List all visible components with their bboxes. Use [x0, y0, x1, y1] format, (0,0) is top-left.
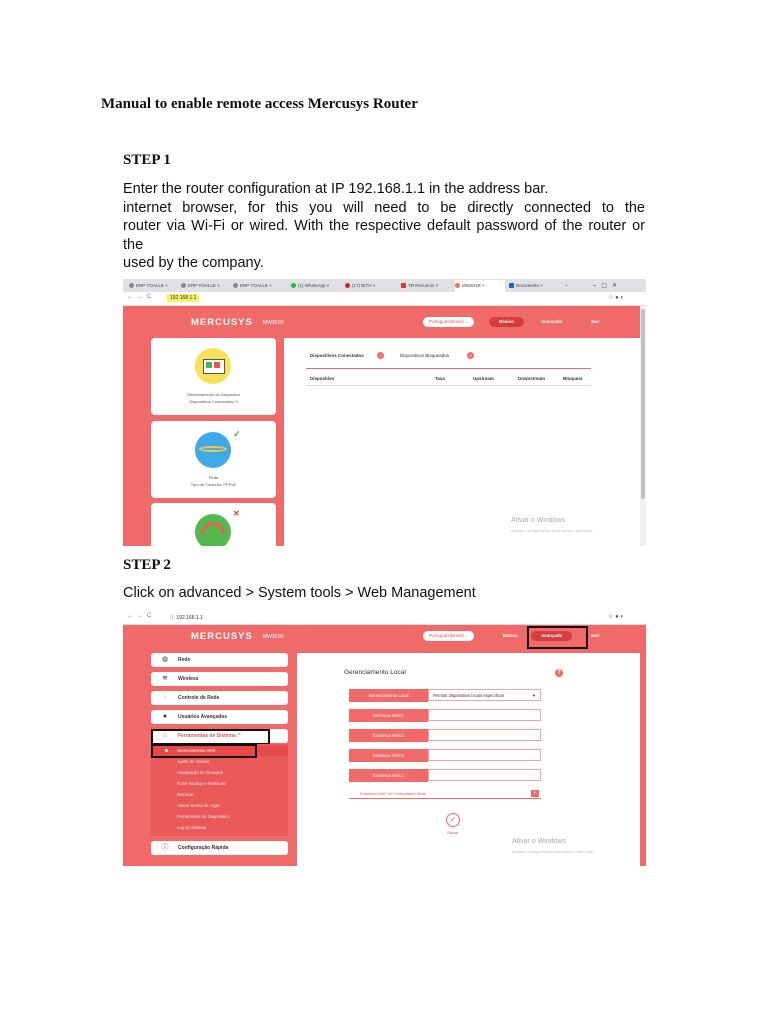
menu-rede[interactable]: ◍ Rede — [151, 653, 288, 667]
mac2-input[interactable] — [428, 729, 541, 741]
blocked-count-badge: 0 — [467, 352, 474, 359]
browser-tab-active[interactable]: MW301R × — [455, 280, 505, 292]
info-icon: ⓘ — [161, 844, 169, 851]
wireless-card[interactable] — [151, 503, 276, 546]
windows-watermark: Ativar o Windows — [512, 838, 567, 845]
mac2-label: Endereço MAC2 — [349, 729, 428, 742]
error-icon: ✕ — [233, 509, 240, 518]
youtube-icon — [345, 283, 350, 288]
browser-tab[interactable]: ERP YOALLE × — [129, 280, 177, 292]
browser-tab[interactable]: (17) BITH × — [345, 280, 395, 292]
device-management-icon — [195, 348, 231, 384]
step1-line2: internet browser, for this you will need to be directly connected to the — [123, 199, 645, 216]
window-controls[interactable]: – ▢ ✕ — [593, 283, 618, 289]
mac3-label: Endereço MAC3 — [349, 749, 428, 762]
card2-sub: Tipo de Conexão: PPPoE — [190, 482, 237, 487]
highlight-advanced — [527, 626, 588, 649]
card1-title: Gerenciamento do Dispositivo — [186, 392, 241, 397]
form-divider — [349, 798, 541, 799]
tab-connected-devices[interactable]: Dispositivos Conectados — [310, 353, 364, 358]
menu-configuracao[interactable]: ⓘ Configuração Rápida — [151, 841, 288, 855]
submenu-item[interactable]: Ferramentas de Diagnóstico — [177, 814, 230, 819]
step1-line4: used by the company. — [123, 255, 264, 271]
network-card[interactable] — [151, 421, 276, 498]
highlight-web-management — [151, 744, 257, 758]
tab-blocked-devices[interactable]: Dispositivos Bloqueados — [400, 353, 450, 358]
section-title: Gerenciamento Local — [344, 669, 406, 676]
wifi-icon — [195, 514, 231, 546]
mercusys-favicon-icon — [455, 283, 460, 288]
table-divider — [306, 385, 591, 386]
copy-mac-button[interactable]: + — [531, 790, 539, 797]
whatsapp-icon — [291, 283, 296, 288]
screenshot-step2 — [123, 611, 646, 866]
reload-icon[interactable]: C — [147, 613, 152, 619]
tab-favicon-icon — [129, 283, 134, 288]
new-tab-button[interactable]: + — [565, 283, 568, 288]
mac1-input[interactable] — [428, 709, 541, 721]
local-management-label: Gerenciamento Local — [349, 689, 428, 702]
col-block: Bloquear — [563, 376, 583, 381]
submenu-item[interactable]: Log do Sistema — [177, 825, 207, 830]
nav-exit-button[interactable]: Sair — [591, 633, 600, 638]
current-mac-link[interactable]: Endereço MAC do Computador Atual — [360, 791, 426, 796]
reload-icon[interactable]: C — [147, 294, 152, 300]
forward-icon[interactable]: → — [137, 294, 143, 300]
router-model: MW301R — [263, 320, 284, 326]
step1-line1: Enter the router configuration at IP 192.168.1.1 in the address bar. — [123, 181, 549, 197]
mac4-label: Endereço MAC4 — [349, 769, 428, 782]
mac4-input[interactable] — [428, 769, 541, 781]
windows-watermark-sub: Acesse Configurações para ativar o Windows. — [512, 849, 594, 854]
connected-count-badge: 0 — [377, 352, 384, 359]
browser-tab-bar — [123, 279, 646, 292]
back-icon[interactable]: ← — [127, 294, 133, 300]
tab-underline — [306, 368, 591, 369]
sliders-icon: ⫶ — [164, 694, 166, 701]
globe-icon — [195, 432, 231, 468]
browser-tab[interactable]: TR Recursos × — [401, 280, 451, 292]
browser-tab[interactable]: (1) WhatsApp × — [291, 280, 341, 292]
browser-tab[interactable]: ERP YOALLE × — [181, 280, 229, 292]
submenu-item-web[interactable]: Gerenciamento Web — [177, 748, 216, 753]
windows-watermark-sub: Acesse Configurações para ativar o Windows. — [511, 528, 593, 533]
col-downstream: Downstream — [518, 376, 546, 381]
nav-exit-button[interactable]: Sair — [591, 319, 600, 324]
col-device: Dispositivo — [310, 376, 335, 381]
forward-icon[interactable]: → — [137, 613, 143, 619]
back-icon[interactable]: ← — [127, 613, 133, 619]
document-title: Manual to enable remote access Mercusys Router — [101, 96, 418, 112]
menu-wireless[interactable]: ≋ Wireless — [151, 672, 288, 686]
globe-icon: ◍ — [161, 656, 169, 663]
tab-favicon-icon — [233, 283, 238, 288]
word-icon — [509, 283, 514, 288]
browser-toolbar-icons[interactable]: ☆ ● ◐ — [608, 614, 624, 620]
step1-heading: STEP 1 — [123, 152, 171, 168]
mercusys-logo: MERCUSYS — [191, 631, 253, 642]
browser-tab[interactable]: ERP YOALLE × — [233, 280, 281, 292]
toolbox-icon: ⌂ — [162, 732, 168, 739]
browser-tab[interactable]: Documento × — [509, 280, 559, 292]
submenu-item[interactable]: Alterar Senha de Login — [177, 803, 220, 808]
nav-advanced-button[interactable]: Avançado — [541, 319, 563, 324]
save-icon[interactable]: ✓ — [446, 813, 460, 827]
submenu-item[interactable]: Reiniciar — [177, 792, 194, 797]
nav-advanced-button[interactable]: Avançado — [531, 631, 572, 641]
highlight-ferramentas — [151, 729, 270, 745]
dropdown-arrow-icon: ▼ — [531, 693, 536, 698]
step2-heading: STEP 2 — [123, 557, 171, 573]
tab-favicon-icon — [181, 283, 186, 288]
address-bar — [123, 611, 646, 625]
screenshot-step1 — [123, 279, 646, 546]
menu-usuarios[interactable]: ● Usuários Avançados — [151, 710, 288, 724]
router-model: MW301R — [263, 634, 284, 640]
submenu-item[interactable]: Fazer Backup e Restaurar — [177, 781, 226, 786]
menu-controle[interactable]: ⫶ Controle de Rede — [151, 691, 288, 705]
scrollbar-thumb[interactable] — [641, 309, 645, 499]
lock-icon: ⓘ — [170, 615, 176, 621]
url-field[interactable]: ⓘ 192.168.1.1 — [170, 615, 203, 621]
tab-favicon-icon — [401, 283, 406, 288]
user-icon: ● — [162, 713, 168, 720]
url-field[interactable]: 192.168.1.1 — [167, 294, 199, 302]
col-upstream: Upstream — [473, 376, 494, 381]
local-management-select[interactable]: Permitir dispositivos locais específicos ▼ — [428, 689, 541, 701]
card1-sub: Dispositivos Conectados: 0 — [189, 399, 238, 404]
mac1-label: Endereço MAC1 — [349, 709, 428, 722]
step1-line3: router via Wi-Fi or wired. With the respective default password of the router or the — [123, 218, 645, 253]
devices-panel — [284, 338, 640, 546]
wifi-icon: ≋ — [162, 675, 168, 682]
submenu-item[interactable]: Ajuste de Horário — [177, 759, 210, 764]
mac3-input[interactable] — [428, 749, 541, 761]
step2-text: Click on advanced > System tools > Web Management — [123, 585, 476, 601]
address-bar — [123, 292, 646, 306]
card2-title: Rede — [208, 475, 219, 480]
language-select[interactable]: Português(Brasil) ⌵ — [423, 317, 474, 327]
menu-ferramentas[interactable]: ⌂ Ferramentas de Sistema ⌃ — [151, 729, 288, 743]
step1-text — [123, 180, 645, 273]
save-button[interactable]: Salvar — [447, 830, 459, 835]
device-management-card[interactable] — [151, 338, 276, 415]
language-select[interactable]: Português(Brasil) ⌵ — [423, 631, 474, 641]
nav-basic-button[interactable]: Básico — [503, 633, 518, 638]
col-rate: Taxa — [435, 376, 445, 381]
submenu-item[interactable]: Atualização do Firmware — [177, 770, 224, 775]
check-icon: ✓ — [233, 429, 241, 439]
windows-watermark: Ativar o Windows — [511, 517, 566, 524]
help-icon[interactable]: ? — [555, 669, 563, 677]
browser-toolbar-icons[interactable]: ☆ ● ◐ — [608, 295, 624, 301]
mercusys-logo: MERCUSYS — [191, 317, 253, 328]
nav-basic-button[interactable]: Básico — [489, 317, 524, 327]
